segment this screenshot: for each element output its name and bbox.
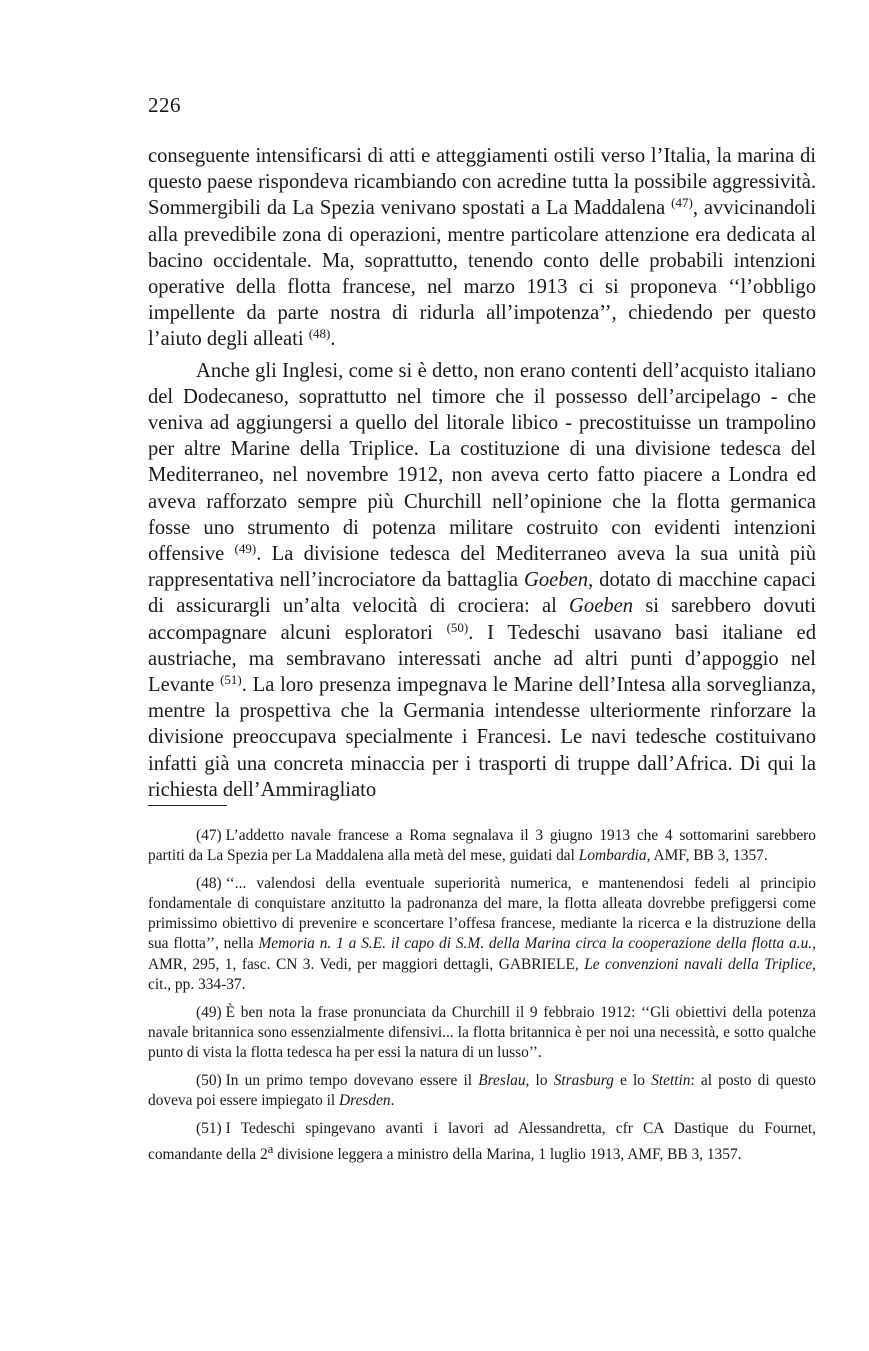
footnote-number: (47) [196,827,222,844]
footnote-ref-50: (50) [446,619,469,635]
text-run: I Tedeschi spingevano avanti i lavori ad Alessandretta, cfr CA Dastique du Fournet, comandante della 2 [148,1120,816,1164]
document-title: Memoria n. 1 a S.E. il capo di S.M. della Marina circa la cooperazione della flotta a.u. [258,935,813,953]
text-run: divisione leggera a ministro della Marina, 1 luglio 1913, AMF, BB 3, 1357. [273,1146,742,1164]
text-run: . I Tedeschi usavano basi italiane ed austriache, ma sembravano interessati anche ad altri punti d’appoggio nel Levante [148,621,816,697]
text-run: L’addetto navale francese a Roma segnalava il 3 giugno 1913 che 4 sottomarini sarebbero partiti da La Spezia per La Maddalena alla metà del mese, guidati dal [148,827,816,865]
footnote-48 [148,874,816,995]
text-run: In un primo tempo dovevano essere il [225,1072,479,1090]
text-run: , avvicinandoli alla prevedibile zona di operazioni, mentre particolare attenzione era dedicata al bacino occidentale. Ma, soprattutto, tenendo conto delle probabili intenzioni operative della flotta francese, nel marzo 1913 ci si proponeva ‘‘l’obbligo impellente da parte nostra di ridurla all’impotenza’’, chiedendo per questo l’aiuto degli alleati [148,197,817,351]
footnote-number: (49) [196,1003,222,1021]
text-run: . [390,1092,395,1110]
ordinal-superscript: a [267,1142,274,1157]
ship-name: Strasburg [553,1072,614,1090]
footnotes [148,826,816,1174]
text-run: : al posto di questo doveva poi essere impiegato il [148,1072,817,1110]
ship-name: Breslau [478,1072,526,1090]
page-number: 226 [148,93,181,117]
text-run: ‘‘... valendosi della eventuale superiorità numerica, e mantenendosi fedeli al principio fondamentale di conquistare anzitutto la padronanza del mare, la flotta alleata dovrebbe prefiggersi come primissimo obiettivo di prevenire e sconcertare l’offesa francese, mediante la ricerca e la distruzione della sua flotta’’, nella [148,875,816,953]
footnote-number: (48) [196,875,222,893]
text-run: si sarebbero dovuti accompagnare alcuni esploratori [148,595,816,644]
footnote-ref-48: (48) [308,326,331,342]
text-run: conseguente intensificarsi di atti e atteggiamenti ostili verso l’Italia, la marina di questo paese rispondeva ricambiando con acredine tutta la possibile aggressività. Sommergibili da La Spezia venivano spostati a La Maddalena [148,145,816,220]
text-run: . [330,328,336,351]
ship-name-goeben: Goeben [569,595,634,618]
footnote-number: (50) [196,1072,222,1090]
ship-name-goeben: Goeben, [524,569,594,592]
footnote-47 [148,826,816,866]
paragraph-2 [148,358,816,803]
footnote-ref-49: (49) [234,541,257,557]
book-title: Le convenzioni navali della Triplice [584,955,813,973]
text-run: . La loro presenza impegnava le Marine dell’Intesa alla sorveglianza, mentre la prospettiva che la Germania intendesse ulteriormente rinforzare la divisione preoccupava specialmente i Francesi. Le navi tedesche costituivano infatti già una concreta minaccia per i trasporti di truppe dall’Africa. Di qui la richiesta dell’Ammiragliato [148,674,816,801]
text-run: dotato di macchine capaci di assicurargli un’alta velocità di crociera: al [148,569,816,618]
text-run: , lo [525,1072,554,1090]
footnote-ref-51: (51) [220,672,242,688]
footnote-separator [148,805,227,806]
footnote-49 [148,1003,816,1063]
ship-name: Dresden [339,1092,391,1110]
footnote-50 [148,1071,816,1111]
footnote-ref-47: (47) [671,195,693,211]
ship-name: Stettin [651,1072,691,1090]
paragraph-1 [148,143,816,353]
text-run: e lo [613,1072,652,1090]
text-run: , cit., pp. 334-37. [148,955,817,993]
ship-name: Lombardia, [578,847,651,865]
text-run: AMF, BB 3, 1357. [650,847,768,865]
footnote-51 [148,1119,816,1165]
text-run: Anche gli Inglesi, come si è detto, non erano contenti dell’acquisto italiano del Dodecaneso, soprattutto nel timore che il possesso dell’arcipelago - che veniva ad aggiungersi a quello del litorale libico - precostituisse un trampolino per altre Marine della Triplice. La costituzione di una divisione tedesca del Mediterraneo, nel novembre 1912, non aveva certo fatto piacere a Londra ed aveva rafforzato sempre più Churchill nell’opinione che la flotta germanica fosse uno strumento di potenza militare costruito con evidenti intenzioni offensive [148,359,816,566]
main-text [148,143,816,803]
text-run: È ben nota la frase pronunciata da Churchill il 9 febbraio 1912: ‘‘Gli obiettivi della potenza navale britannica sono essenzialmente difensivi... la flotta britannica è per noi una necessità, e sotto qualche punto di vista la flotta tedesca ha per essi la natura di un lusso’’. [148,1003,816,1061]
text-run: . La divisione tedesca del Mediterraneo aveva la sua unità più rappresentativa nell’incrociatore da battaglia [148,543,816,592]
footnote-number: (51) [196,1120,222,1138]
text-run: , AMR, 295, 1, fasc. CN 3. Vedi, per maggiori dettagli, GABRIELE, [148,935,817,973]
